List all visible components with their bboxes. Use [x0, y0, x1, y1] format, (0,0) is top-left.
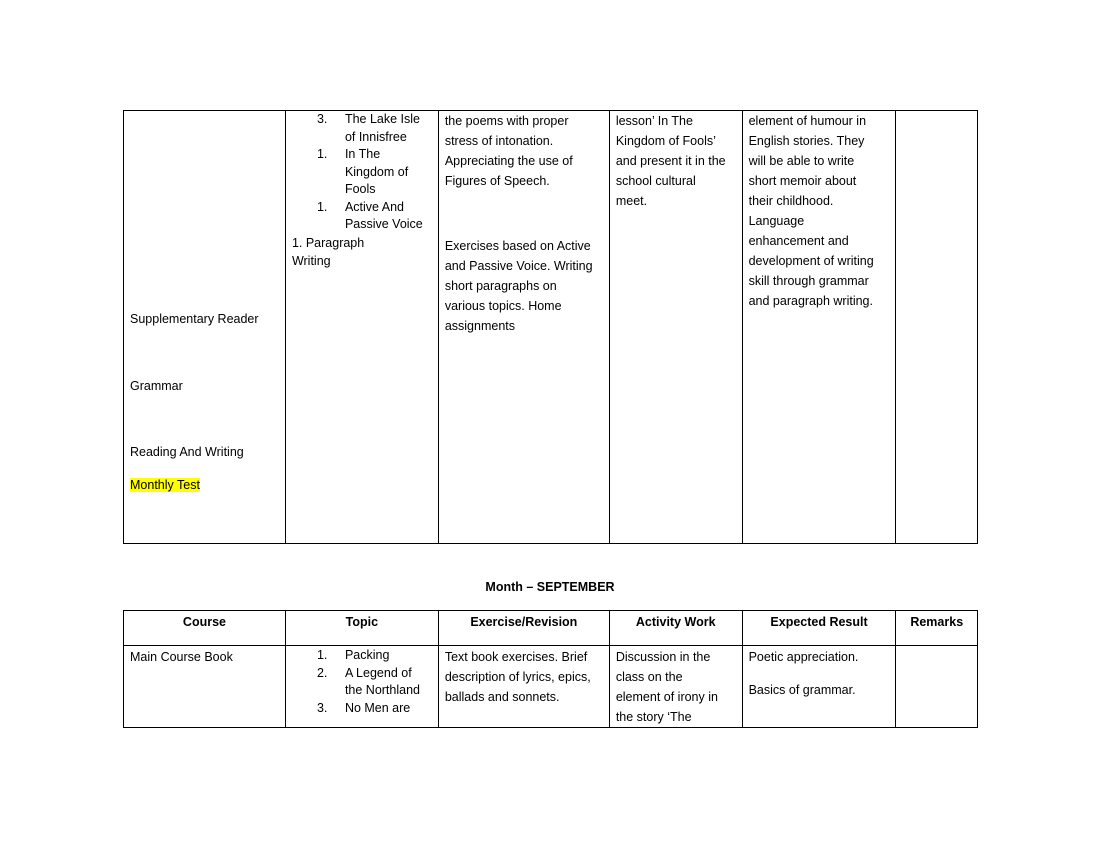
list-item: 3. No Men are: [316, 700, 411, 715]
table-row: [124, 111, 978, 544]
topic-cell: [285, 646, 438, 728]
month-heading: Month – SEPTEMBER: [485, 580, 615, 594]
header-expected: Expected Result: [742, 611, 896, 646]
remarks-cell: [896, 111, 978, 544]
header-row: [124, 611, 978, 646]
list-item: 3. The Lake Isle of Innisfree: [316, 112, 420, 144]
header-exercise: Exercise/Revision: [438, 611, 609, 646]
syllabus-table-september: [123, 610, 978, 728]
list-item: 1. Active And Passive Voice: [316, 199, 423, 231]
activity-cell: Discussion in the class on the element of irony in the story ‘The: [609, 646, 742, 728]
exercise-cell: the poems with proper stress of intonation. Appreciating the use of Figures of Speech. Exercises based on Active and Passive Voice. Writing short paragraphs on various topics. Home assignments: [438, 111, 609, 544]
header-activity: Activity Work: [609, 611, 742, 646]
course-cell: Main Course Book: [124, 646, 286, 728]
exercise-cell: Text book exercises. Brief description of lyrics, epics, ballads and sonnets.: [438, 646, 609, 728]
header-topic: Topic: [285, 611, 438, 646]
syllabus-table-august: [123, 110, 978, 544]
topic-list: [317, 111, 432, 234]
topic-extra-line: 1. Paragraph: [291, 235, 365, 250]
header-course: Course: [124, 611, 286, 646]
topic-list: [317, 647, 432, 717]
monthly-test-label: Monthly Test: [130, 478, 200, 492]
list-item: 1. In The Kingdom of Fools: [316, 147, 409, 196]
remarks-cell: [896, 646, 978, 728]
course-label-reading-writing: Reading And Writing: [130, 445, 244, 459]
expected-result-cell: element of humour in English stories. They will be able to write short memoir about their childhood. Language enhancement and development of writing skill through grammar and paragraph writing.: [742, 111, 896, 544]
topic-cell: [285, 111, 438, 544]
expected-result-cell: Poetic appreciation. Basics of grammar.: [742, 646, 896, 728]
list-item: 2. A Legend of the Northland: [316, 665, 420, 697]
course-label-supplementary: Supplementary Reader: [130, 312, 259, 326]
list-item: 1. Packing: [316, 648, 390, 662]
course-cell: [124, 111, 286, 544]
course-label-grammar: Grammar: [130, 379, 183, 393]
header-remarks: Remarks: [896, 611, 978, 646]
table-row: [124, 646, 978, 728]
activity-cell: lesson’ In The Kingdom of Fools’ and present it in the school cultural meet.: [609, 111, 742, 544]
topic-extra-line: Writing: [291, 253, 331, 268]
